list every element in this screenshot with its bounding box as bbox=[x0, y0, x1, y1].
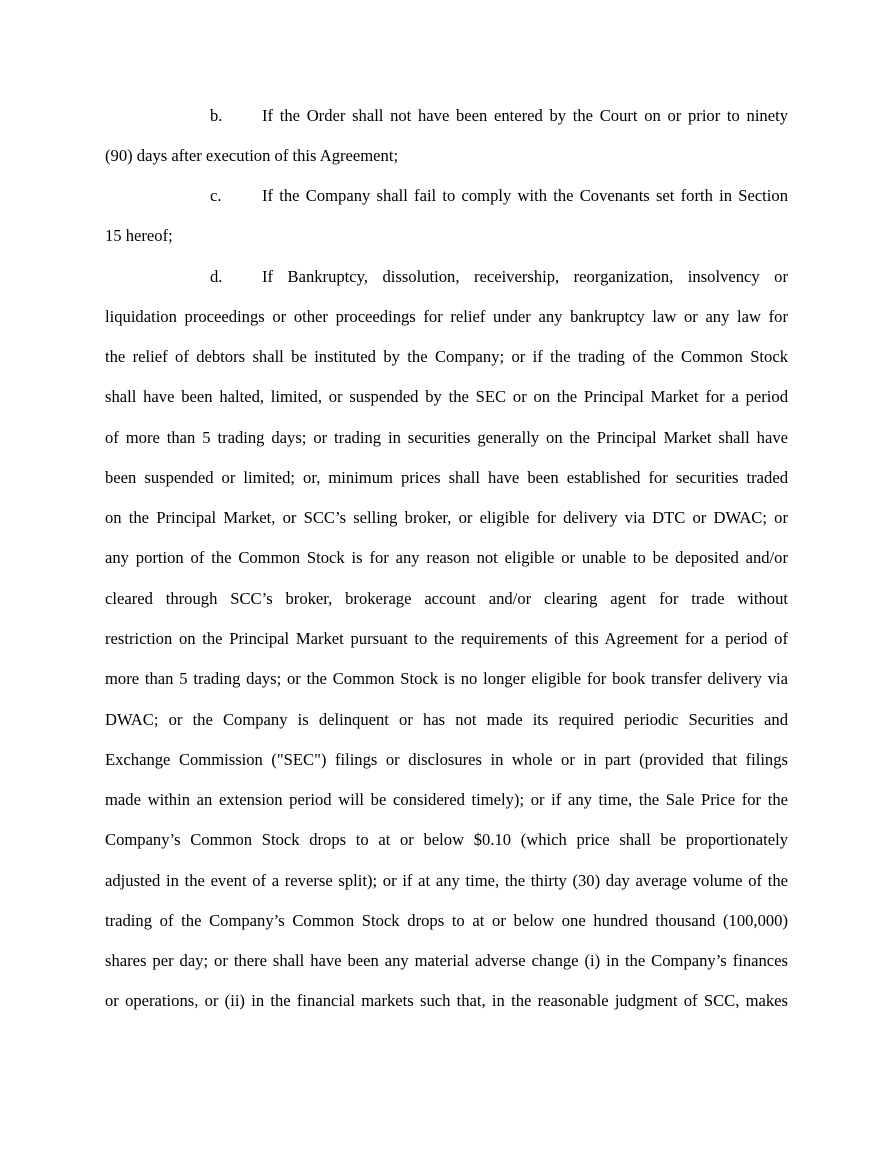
paragraph-c-first-line bbox=[210, 185, 788, 207]
paragraph-d-line: on the Principal Market, or SCC’s selling broker, or eligible for delivery via DTC or DWAC; or bbox=[105, 508, 788, 527]
paragraph-d-line: the relief of debtors shall be instituted by the Company; or if the trading of the Common Stock bbox=[105, 347, 788, 366]
paragraph-b-text: If the Order shall not have been entered by the Court on or prior to ninety bbox=[262, 106, 788, 125]
paragraph-d-line: Exchange Commission ("SEC") filings or disclosures in whole or in part (provided that filings bbox=[105, 750, 788, 769]
paragraph-d-line: been suspended or limited; or, minimum prices shall have been established for securities traded bbox=[105, 468, 788, 487]
paragraph-d-line: any portion of the Common Stock is for any reason not eligible or unable to be deposited and/or bbox=[105, 548, 788, 567]
paragraph-d-line: adjusted in the event of a reverse split); or if at any time, the thirty (30) day average volume of the bbox=[105, 871, 788, 890]
paragraph-d-line: restriction on the Principal Market pursuant to the requirements of this Agreement for a period of bbox=[105, 629, 788, 648]
paragraph-d-line: of more than 5 trading days; or trading in securities generally on the Principal Market shall have bbox=[105, 428, 788, 447]
paragraph-d-line: shares per day; or there shall have been any material adverse change (i) in the Company’s finances bbox=[105, 951, 788, 970]
paragraph-c-text: If the Company shall fail to comply with the Covenants set forth in Section bbox=[262, 186, 788, 205]
paragraph-d-line: DWAC; or the Company is delinquent or has not made its required periodic Securities and bbox=[105, 710, 788, 729]
paragraph-b-line: (90) days after execution of this Agreement; bbox=[105, 146, 399, 165]
paragraph-b-first-line bbox=[210, 105, 788, 127]
paragraph-d-text: If Bankruptcy, dissolution, receivership, reorganization, insolvency or bbox=[262, 267, 788, 286]
paragraph-d-line: Company’s Common Stock drops to at or below $0.10 (which price shall be proportionately bbox=[105, 830, 788, 849]
paragraph-d-line: shall have been halted, limited, or suspended by the SEC or on the Principal Market for a period bbox=[105, 387, 788, 406]
paragraph-d-first-line bbox=[210, 266, 788, 288]
paragraph-b-label: b. bbox=[210, 106, 223, 125]
paragraph-d-line: made within an extension period will be considered timely); or if any time, the Sale Price for the bbox=[105, 790, 788, 809]
paragraph-d-line: cleared through SCC’s broker, brokerage account and/or clearing agent for trade without bbox=[105, 589, 788, 608]
paragraph-c-label: c. bbox=[210, 186, 222, 205]
paragraph-d-line: or operations, or (ii) in the financial markets such that, in the reasonable judgment of SCC, makes bbox=[105, 991, 788, 1010]
paragraph-d-line: more than 5 trading days; or the Common Stock is no longer eligible for book transfer delivery via bbox=[105, 669, 788, 688]
paragraph-c-line: 15 hereof; bbox=[105, 226, 173, 245]
paragraph-d-line: liquidation proceedings or other proceedings for relief under any bankruptcy law or any law for bbox=[105, 307, 788, 326]
paragraph-d-label: d. bbox=[210, 267, 223, 286]
paragraph-d-line: trading of the Company’s Common Stock drops to at or below one hundred thousand (100,000) bbox=[105, 911, 788, 930]
